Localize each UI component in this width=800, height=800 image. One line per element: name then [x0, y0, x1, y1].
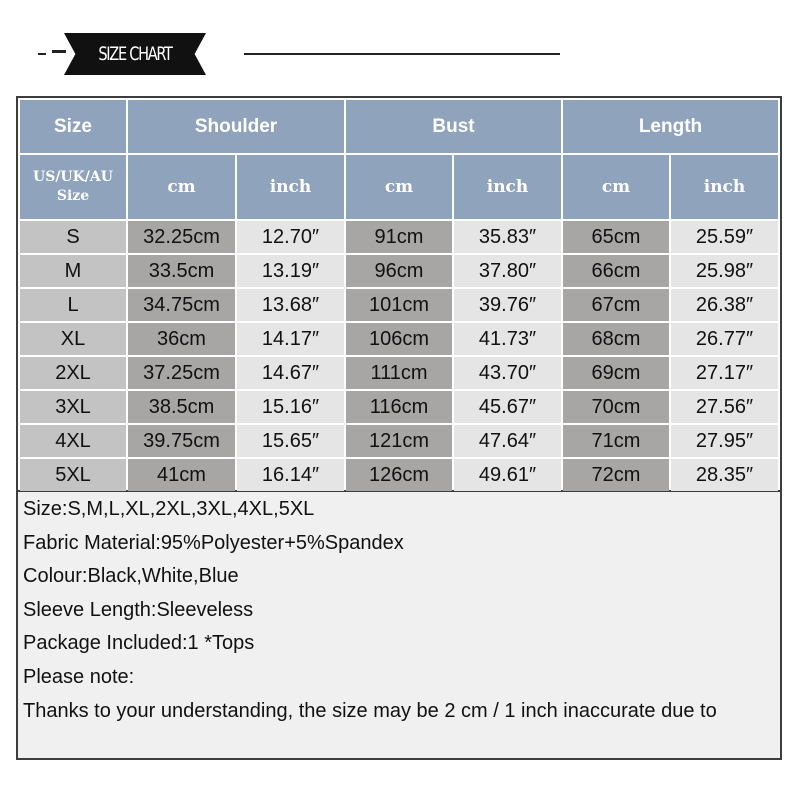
info-line: Thanks to your understanding, the size may be 2 cm / 1 inch inaccurate due to	[23, 699, 717, 722]
header-size: Size	[20, 100, 126, 153]
info-line: Fabric Material:95%Polyester+5%Spandex	[23, 531, 404, 554]
cell-bust-cm: 106cm	[346, 323, 452, 355]
product-info-box	[16, 492, 782, 760]
header-bust: Bust	[346, 100, 561, 153]
banner-line-right	[244, 53, 560, 55]
cell-bust-inch: 35.83″	[454, 221, 561, 253]
cell-shoulder-inch: 13.19″	[237, 255, 344, 287]
cell-bust-cm: 96cm	[346, 255, 452, 287]
cell-bust-inch: 49.61″	[454, 459, 561, 491]
cell-length-cm: 69cm	[563, 357, 669, 389]
cell-length-inch: 25.59″	[671, 221, 778, 253]
cell-size: 5XL	[20, 459, 126, 491]
cell-shoulder-cm: 37.25cm	[128, 357, 235, 389]
cell-shoulder-inch: 14.67″	[237, 357, 344, 389]
subheader-length-inch: inch	[671, 155, 778, 219]
cell-length-inch: 27.56″	[671, 391, 778, 423]
cell-length-inch: 27.17″	[671, 357, 778, 389]
cell-bust-inch: 43.70″	[454, 357, 561, 389]
size-table	[16, 96, 782, 492]
cell-bust-cm: 126cm	[346, 459, 452, 491]
cell-bust-cm: 116cm	[346, 391, 452, 423]
cell-length-inch: 27.95″	[671, 425, 778, 457]
header-shoulder: Shoulder	[128, 100, 344, 153]
cell-length-inch: 26.77″	[671, 323, 778, 355]
cell-bust-cm: 91cm	[346, 221, 452, 253]
cell-shoulder-cm: 34.75cm	[128, 289, 235, 321]
cell-size: 2XL	[20, 357, 126, 389]
subheader-size-region	[20, 155, 126, 219]
cell-length-inch: 25.98″	[671, 255, 778, 287]
cell-bust-cm: 121cm	[346, 425, 452, 457]
header-length: Length	[563, 100, 778, 153]
cell-shoulder-inch: 15.16″	[237, 391, 344, 423]
cell-size: L	[20, 289, 126, 321]
cell-size: M	[20, 255, 126, 287]
cell-shoulder-inch: 15.65″	[237, 425, 344, 457]
cell-bust-inch: 39.76″	[454, 289, 561, 321]
cell-bust-cm: 111cm	[346, 357, 452, 389]
info-line: Sleeve Length:Sleeveless	[23, 598, 254, 621]
cell-length-cm: 66cm	[563, 255, 669, 287]
cell-length-cm: 67cm	[563, 289, 669, 321]
cell-bust-inch: 47.64″	[454, 425, 561, 457]
info-line: Colour:Black,White,Blue	[23, 565, 239, 588]
cell-length-inch: 28.35″	[671, 459, 778, 491]
cell-size: XL	[20, 323, 126, 355]
cell-shoulder-cm: 41cm	[128, 459, 235, 491]
subheader-size-line2: Size	[56, 188, 90, 204]
banner-dash-decoration	[38, 53, 46, 55]
cell-length-inch: 26.38″	[671, 289, 778, 321]
cell-shoulder-cm: 39.75cm	[128, 425, 235, 457]
info-line: Please note:	[23, 666, 135, 688]
cell-bust-inch: 41.73″	[454, 323, 561, 355]
subheader-bust-cm: cm	[346, 155, 452, 219]
banner-title: SIZE CHART	[98, 43, 172, 65]
info-line: Size:S,M,L,XL,2XL,3XL,4XL,5XL	[23, 498, 315, 520]
cell-shoulder-cm: 33.5cm	[128, 255, 235, 287]
subheader-bust-inch: inch	[454, 155, 561, 219]
cell-shoulder-cm: 32.25cm	[128, 221, 235, 253]
cell-bust-inch: 37.80″	[454, 255, 561, 287]
cell-size: 3XL	[20, 391, 126, 423]
cell-length-cm: 65cm	[563, 221, 669, 253]
banner-line-left	[52, 50, 66, 53]
subheader-shoulder-inch: inch	[237, 155, 344, 219]
cell-size: 4XL	[20, 425, 126, 457]
cell-bust-inch: 45.67″	[454, 391, 561, 423]
subheader-shoulder-cm: cm	[128, 155, 235, 219]
cell-shoulder-cm: 38.5cm	[128, 391, 235, 423]
subheader-length-cm: cm	[563, 155, 669, 219]
cell-bust-cm: 101cm	[346, 289, 452, 321]
info-line: Package Included:1 *Tops	[23, 632, 255, 655]
cell-shoulder-inch: 14.17″	[237, 323, 344, 355]
cell-shoulder-inch: 16.14″	[237, 459, 344, 491]
cell-shoulder-inch: 13.68″	[237, 289, 344, 321]
cell-shoulder-inch: 12.70″	[237, 221, 344, 253]
subheader-size-line1: US/UK/AU	[33, 169, 113, 185]
cell-length-cm: 68cm	[563, 323, 669, 355]
size-chart-banner	[0, 0, 800, 90]
cell-shoulder-cm: 36cm	[128, 323, 235, 355]
cell-length-cm: 71cm	[563, 425, 669, 457]
cell-size: S	[20, 221, 126, 253]
cell-length-cm: 72cm	[563, 459, 669, 491]
cell-length-cm: 70cm	[563, 391, 669, 423]
